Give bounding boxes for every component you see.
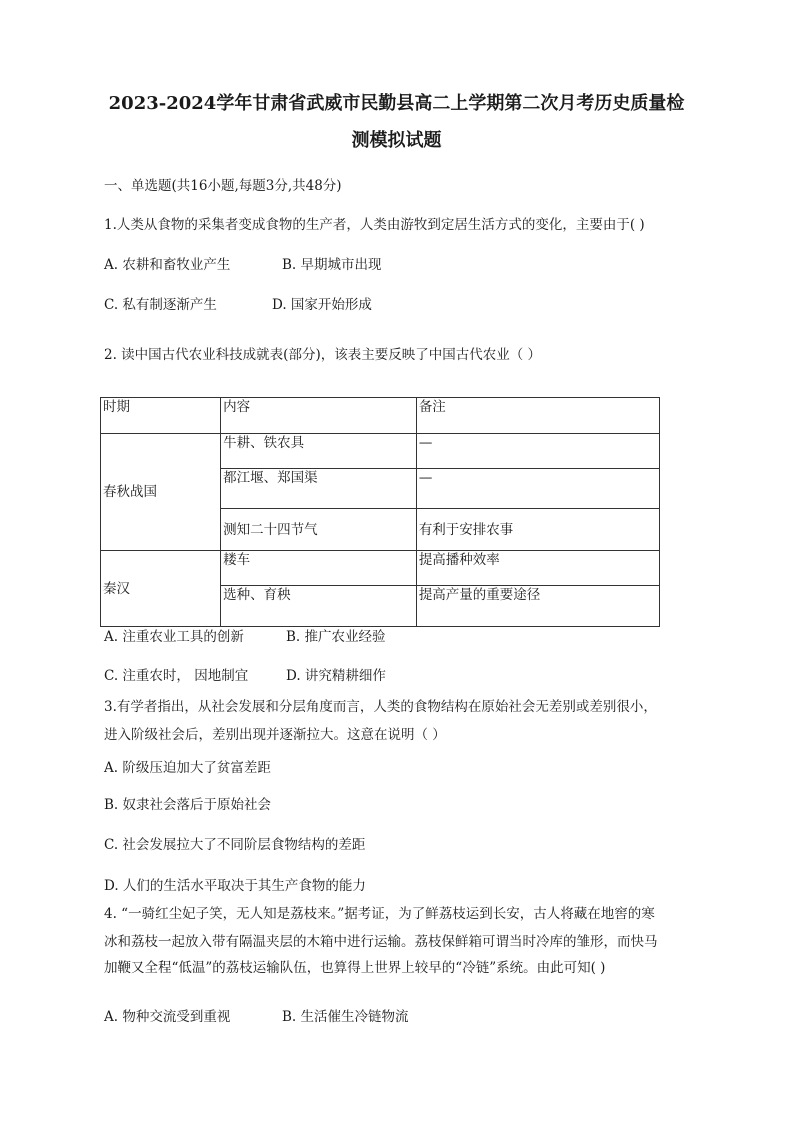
table-cell-note: 提高播种效率 <box>416 551 659 586</box>
question-3-option-d: D. 人们的生活水平取决于其生产食物的能力 <box>104 878 366 894</box>
question-4-option-a: A. 物种交流受到重视 <box>104 1009 231 1025</box>
question-3-option-c: C. 社会发展拉大了不同阶层食物结构的差距 <box>104 837 366 853</box>
question-3-option-a: A. 阶级压迫加大了贫富差距 <box>104 760 271 776</box>
table-header-period: 时期 <box>101 398 221 434</box>
question-4-option-b: B. 生活催生冷链物流 <box>282 1009 409 1025</box>
question-1-stem: 1.人类从食物的采集者变成食物的生产者，人类由游牧到定居生活方式的变化，主要由于( ) <box>104 217 645 233</box>
document-title-line-1: 2023-2024学年甘肃省武威市民勤县高二上学期第二次月考历史质量检 <box>108 93 685 114</box>
section-heading: 一、单选题(共16小题,每题3分,共48分) <box>104 178 342 194</box>
question-2-stem: 2. 读中国古代农业科技成就表(部分)，该表主要反映了中国古代农业（ ） <box>104 347 541 363</box>
question-1-option-a: A. 农耕和畜牧业产生 <box>104 257 231 273</box>
question-2-option-b: B. 推广农业经验 <box>286 629 386 645</box>
table-cell-content: 都江堰、郑国渠 <box>221 469 417 509</box>
question-3-stem-line-1: 3.有学者指出，从社会发展和分层角度而言，人类的食物结构在原始社会无差别或差别很小， <box>104 699 657 715</box>
agriculture-achievements-table <box>100 397 660 627</box>
table-cell-note: — <box>416 434 659 469</box>
table-header-content: 内容 <box>221 398 417 434</box>
question-2-option-c: C. 注重农时， 因地制宜 <box>104 668 249 684</box>
table-cell-note: 有利于安排农事 <box>416 509 659 551</box>
table-cell-content: 测知二十四节气 <box>221 509 417 551</box>
table-cell-period: 秦汉 <box>101 551 221 627</box>
question-1-option-b: B. 早期城市出现 <box>282 257 382 273</box>
table-cell-note: — <box>416 469 659 509</box>
question-2-option-d: D. 讲究精耕细作 <box>286 668 386 684</box>
question-4-stem-line-3: 加鞭又全程“低温”的荔枝运输队伍，也算得上世界上较早的“冷链”系统。由此可知( ) <box>104 960 606 976</box>
table-cell-period: 春秋战国 <box>101 434 221 551</box>
question-2-option-a: A. 注重农业工具的创新 <box>104 629 244 645</box>
table-header-note: 备注 <box>416 398 659 434</box>
question-4-stem-line-1: 4. “一骑红尘妃子笑，无人知是荔枝来。”据考证，为了鲜荔枝运到长安，古人将藏在地窖的寒 <box>104 906 655 922</box>
question-1-option-c: C. 私有制逐渐产生 <box>104 297 217 313</box>
question-1-option-d: D. 国家开始形成 <box>272 297 372 313</box>
question-4-stem-line-2: 冰和荔枝一起放入带有隔温夹层的木箱中进行运输。荔枝保鲜箱可谓当时冷库的雏形，而快马 <box>104 934 658 950</box>
table-cell-content: 选种、育秧 <box>221 586 417 627</box>
table-cell-content: 耧车 <box>221 551 417 586</box>
table-row <box>101 551 660 586</box>
table-cell-content: 牛耕、铁农具 <box>221 434 417 469</box>
document-title-line-2: 测模拟试题 <box>351 130 442 151</box>
question-3-stem-line-2: 进入阶级社会后，差别出现并逐渐拉大。这意在说明（ ） <box>104 727 446 743</box>
table-header-row <box>101 398 660 434</box>
table-cell-note: 提高产量的重要途径 <box>416 586 659 627</box>
table-row <box>101 434 660 469</box>
question-3-option-b: B. 奴隶社会落后于原始社会 <box>104 797 272 813</box>
